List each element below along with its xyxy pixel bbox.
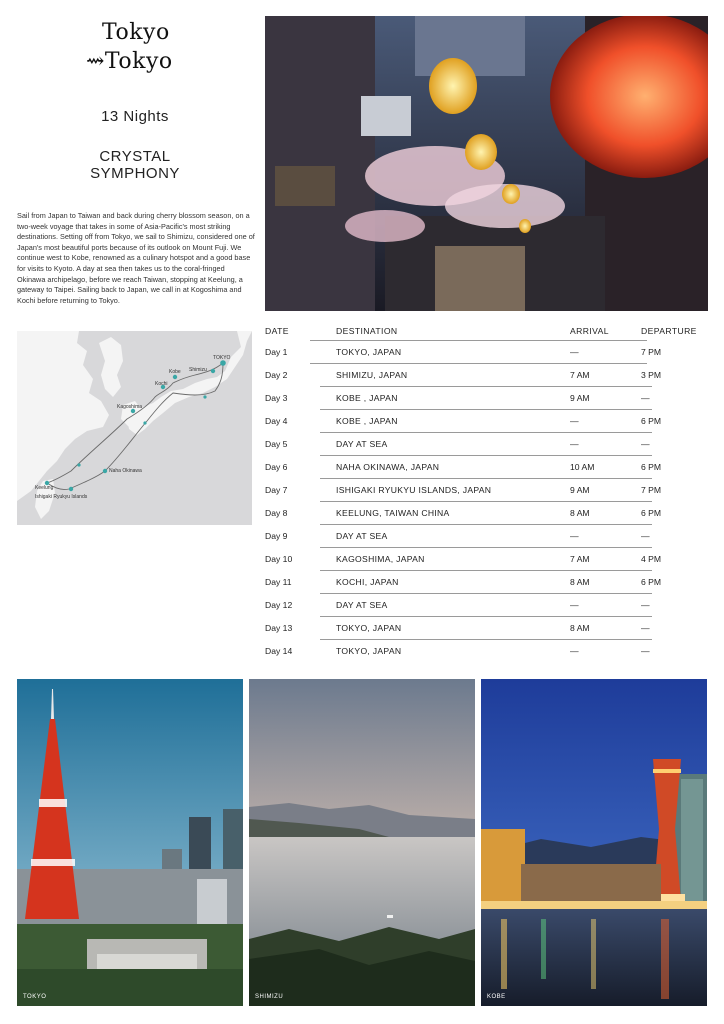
row-destination: SHIMIZU, JAPAN	[336, 370, 408, 380]
ship-name-line2: SYMPHONY	[90, 165, 180, 182]
header-departure: DEPARTURE	[641, 326, 697, 336]
map-label-kochi: Kochi	[155, 381, 168, 387]
ship-name-line1: CRYSTAL	[99, 148, 171, 165]
itinerary-row	[265, 363, 707, 386]
row-departure: 7 PM	[641, 347, 662, 357]
row-day: Day 7	[265, 485, 288, 495]
row-divider	[320, 570, 652, 571]
row-destination: KOCHI, JAPAN	[336, 577, 399, 587]
hero-photo-lantern-alley	[265, 16, 708, 311]
map-label-kagoshima: Kagoshima	[117, 404, 143, 410]
row-departure: —	[641, 531, 650, 541]
row-destination: KEELUNG, TAIWAN CHINA	[336, 508, 450, 518]
row-arrival: —	[570, 646, 579, 656]
row-day: Day 8	[265, 508, 288, 518]
row-departure: —	[641, 393, 650, 403]
photo-shimizu	[249, 679, 475, 1006]
header-date: DATE	[265, 326, 289, 336]
row-destination: DAY AT SEA	[336, 439, 388, 449]
row-divider	[310, 340, 647, 341]
row-departure: —	[641, 439, 650, 449]
photo-shimizu-graphic	[249, 679, 475, 1006]
map-land-japan	[127, 331, 252, 435]
row-divider	[320, 409, 652, 410]
row-day: Day 14	[265, 646, 293, 656]
row-arrival: 8 AM	[570, 508, 590, 518]
row-arrival: —	[570, 416, 579, 426]
row-day: Day 4	[265, 416, 288, 426]
map-label-naha: Naha Okinawa	[109, 468, 142, 474]
row-divider	[320, 639, 652, 640]
row-destination: TOKYO, JAPAN	[336, 623, 402, 633]
itinerary-row	[265, 409, 707, 432]
row-arrival: —	[570, 600, 579, 610]
row-day: Day 2	[265, 370, 288, 380]
row-divider	[320, 501, 652, 502]
row-departure: —	[641, 646, 650, 656]
port-kobe	[173, 375, 177, 379]
row-destination: KAGOSHIMA, JAPAN	[336, 554, 425, 564]
map-label-ishigaki: Ishigaki Ryukyu Islands	[35, 494, 88, 500]
itinerary-row	[265, 570, 707, 593]
row-divider	[320, 547, 652, 548]
row-departure: 6 PM	[641, 508, 662, 518]
row-arrival: 7 AM	[570, 370, 590, 380]
row-arrival: 10 AM	[570, 462, 595, 472]
row-day: Day 6	[265, 462, 288, 472]
row-departure: 7 PM	[641, 485, 662, 495]
row-divider	[320, 455, 652, 456]
route-map	[17, 331, 252, 525]
row-destination: KOBE , JAPAN	[336, 393, 398, 403]
title-destination: ⇝Tokyo	[86, 49, 173, 74]
row-departure: 4 PM	[641, 554, 662, 564]
row-departure: —	[641, 600, 650, 610]
row-divider	[320, 593, 652, 594]
port-tokyo	[220, 360, 226, 366]
title-origin: Tokyo	[102, 20, 170, 45]
row-arrival: 7 AM	[570, 554, 590, 564]
row-arrival: —	[570, 347, 579, 357]
row-arrival: 8 AM	[570, 577, 590, 587]
row-destination: KOBE , JAPAN	[336, 416, 398, 426]
route-marker	[77, 463, 80, 466]
itinerary-row	[265, 432, 707, 455]
row-departure: 6 PM	[641, 577, 662, 587]
hero-photo-graphic	[265, 16, 708, 311]
map-label-tokyo: TOKYO	[213, 355, 231, 361]
itinerary-row	[265, 639, 707, 662]
map-label-kobe: Kobe	[169, 369, 181, 375]
photo-tokyo-graphic	[17, 679, 243, 1006]
ship-name	[0, 148, 270, 182]
row-destination: ISHIGAKI RYUKYU ISLANDS, JAPAN	[336, 485, 492, 495]
port-naha	[103, 469, 107, 473]
photo-kobe-graphic	[481, 679, 707, 1006]
row-day: Day 3	[265, 393, 288, 403]
row-destination: DAY AT SEA	[336, 600, 388, 610]
itinerary-row	[265, 340, 707, 363]
header-destination: DESTINATION	[336, 326, 398, 336]
port-shimizu	[211, 369, 215, 373]
route-marker	[203, 395, 206, 398]
row-divider	[320, 386, 652, 387]
row-day: Day 1	[265, 347, 288, 357]
map-land-korea	[99, 337, 123, 397]
row-arrival: 9 AM	[570, 485, 590, 495]
itinerary-row	[265, 455, 707, 478]
voyage-description: Sail from Japan to Taiwan and back during cherry blossom season, on a two-week voyage that takes in some of Asia-Pacific's most striking destinations. Setting off from Tokyo, we sail to Shimizu, considered one of Japan's most beautiful ports because of its outlook on Mount Fuji. We continue west to Kobe, renowned as a culinary hotspot and a good base for visits to Kyoto. A day at sea then takes us to the coral-fringed Okinawa archipelago, before we reach Taiwan, stopping at Keelung, a gateway to Taipei. Sailing back to Japan, we call in at Kogoshima and Kochi before returning to Tokyo.	[17, 211, 255, 305]
itinerary-row	[265, 616, 707, 639]
row-destination: TOKYO, JAPAN	[336, 646, 402, 656]
row-day: Day 9	[265, 531, 288, 541]
route-map-graphic	[17, 331, 252, 525]
row-day: Day 12	[265, 600, 293, 610]
itinerary-row	[265, 547, 707, 570]
row-divider	[320, 524, 652, 525]
map-label-keelung: Keelung	[35, 485, 54, 491]
route-marker	[143, 421, 146, 424]
row-arrival: —	[570, 531, 579, 541]
row-arrival: 8 AM	[570, 623, 590, 633]
itinerary-row	[265, 524, 707, 547]
row-departure: —	[641, 623, 650, 633]
row-destination: TOKYO, JAPAN	[336, 347, 402, 357]
itinerary-row	[265, 501, 707, 524]
itinerary-row	[265, 386, 707, 409]
map-label-shimizu: Shimizu	[189, 367, 207, 373]
nights-count: 13 Nights	[101, 108, 169, 125]
row-day: Day 10	[265, 554, 293, 564]
photo-caption-shimizu: SHIMIZU	[255, 994, 284, 1000]
row-departure: 6 PM	[641, 416, 662, 426]
photo-caption-kobe: KOBE	[487, 994, 506, 1000]
row-destination: NAHA OKINAWA, JAPAN	[336, 462, 440, 472]
row-day: Day 11	[265, 577, 292, 587]
photo-kobe	[481, 679, 707, 1006]
row-destination: DAY AT SEA	[336, 531, 388, 541]
row-departure: 3 PM	[641, 370, 662, 380]
row-arrival: 9 AM	[570, 393, 590, 403]
row-departure: 6 PM	[641, 462, 662, 472]
row-arrival: —	[570, 439, 579, 449]
row-divider	[320, 478, 652, 479]
row-divider	[310, 363, 647, 364]
photo-caption-tokyo: TOKYO	[23, 994, 47, 1000]
itinerary-row	[265, 478, 707, 501]
itinerary-header-row	[265, 320, 707, 340]
photo-tokyo	[17, 679, 243, 1006]
row-day: Day 5	[265, 439, 288, 449]
header-arrival: ARRIVAL	[570, 326, 609, 336]
row-divider	[320, 432, 652, 433]
row-day: Day 13	[265, 623, 293, 633]
itinerary-row	[265, 593, 707, 616]
port-ishigaki	[69, 487, 73, 491]
row-divider	[320, 616, 652, 617]
